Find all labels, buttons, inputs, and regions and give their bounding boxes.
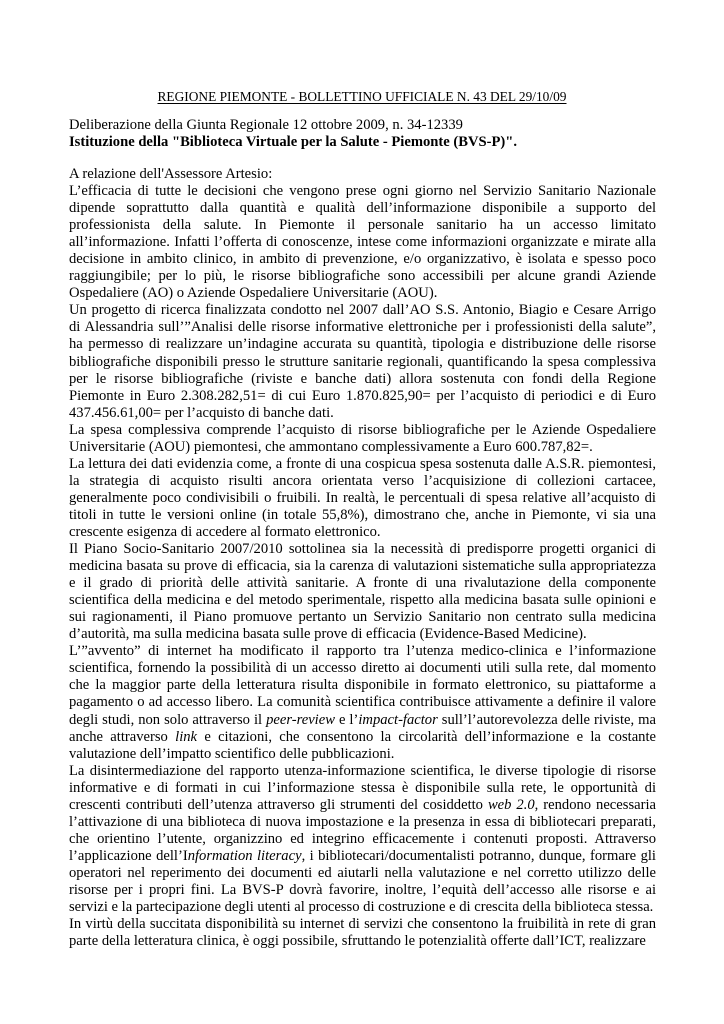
lead-line: A relazione dell'Assessore Artesio:: [69, 166, 273, 182]
term-information-literacy: nformation literacy: [187, 847, 302, 864]
paragraph-2: Un progetto di ricerca finalizzata condotto nel 2007 dall’AO S.S. Antonio, Biagio e Cesare Arrigo di Alessandria sull’”Analisi delle risorse informative elettroniche per i professionisti della salute”, ha permesso di realizzare un’indagine accurata su quantità, tipologia e distribuzione delle risorse bibliografiche disponibili presso le strutture sanitarie regionali, quantificando la spesa complessiva per le risorse bibliografiche (riviste e banche dati) allora sostenuta con fondi della Regione Piemonte in Euro 2.308.282,51= di cui Euro 1.870.825,90= per l’acquisto di periodici e di Euro 437.456.61,00= per l’acquisto di banche dati.: [69, 302, 656, 421]
deliberation-title: Deliberazione della Giunta Regionale 12 ottobre 2009, n. 34-12339: [69, 117, 463, 133]
term-impact-factor: impact-factor: [358, 711, 438, 728]
deliberation-subject: Istituzione della "Biblioteca Virtuale per la Salute - Piemonte (BVS-P)".: [69, 134, 518, 151]
term-peer-review: peer-review: [266, 711, 335, 728]
paragraph-1: L’efficacia di tutte le decisioni che vengono prese ogni giorno nel Servizio Sanitario Nazionale dipende soprattutto dalla quantità e qualità dell’informazione disponibile a supporto del professionista della salute. In Piemonte il personale sanitario ha un accesso limitato all’informazione. Infatti l’offerta di conoscenze, intese come informazioni organizzate e mirate alla decisione in ambito clinico, in ambito di prevenzione, e/o organizzativo, è isolata e spesso poco raggiungibile; per lo più, le risorse bibliografiche sono accessibili per alcune grandi Aziende Ospedaliere (AO) o Aziende Ospedaliere Universitarie (AOU).: [69, 183, 656, 302]
paragraph-7-text-b: , rendono necessaria l’attivazione di una biblioteca di nuova impostazione e la presenza in essa di bibliotecari preparati, che orientino l’utente, organizzino ed integrino efficacemente i contenuti proposti. Attraverso l’applicazione dell’I: [69, 796, 656, 864]
term-link: link: [175, 728, 198, 745]
paragraph-4: La lettura dei dati evidenzia come, a fronte di una cospicua spesa sostenuta dalle A.S.R. piemontesi, la strategia di acquisto risulti ancora orientata verso l’acquisizione di collezioni cartacee, generalmente poco condivisibili o fruibili. In realtà, le percentuali di spesa relative all’acquisto di titoli in tutte le versioni online (in totale 55,8%), dimostrano che, anche in Piemonte, vi sia una crescente esigenza di accedere al formato elettronico.: [69, 455, 656, 540]
document-body: [69, 166, 656, 950]
paragraph-6-text-a: L’”avvento” di internet ha modificato il rapporto tra l’utenza medico-clinica e l’informazione scientifica, fornendo la possibilità di un accesso diretto ai documenti utili sulla rete, dal momento che la maggior parte della letteratura risulta disponibile in formato elettronico, su piattaforme a pagamento o ad accesso libero. La comunità scientifica contribuisce attivamente a definire il valore degli studi, non solo attraverso il: [69, 643, 656, 728]
term-web-2-0: web 2.0: [487, 796, 535, 813]
paragraph-3: La spesa complessiva comprende l’acquisto di risorse bibliografiche per le Aziende Ospedaliere Universitarie (AOU) piemontesi, che ammontano complessivamente a Euro 600.787,82=.: [69, 421, 656, 455]
paragraph-8: In virtù della succitata disponibilità su internet di servizi che consentono la fruibilità in rete di gran parte della letteratura clinica, è oggi possibile, sfruttando le potenzialità offerte dall’ICT, realizzare: [69, 916, 656, 950]
paragraph-7: [69, 763, 656, 916]
paragraph-6-text-d: e citazioni, che consentono la circolarità dell’informazione e la costante valutazione dell’impatto scientifico delle pubblicazioni.: [69, 728, 657, 762]
paragraph-7-text-a: La disintermediazione del rapporto utenza-informazione scientifica, le diverse tipologie di risorse informative e di formati in cui l’informazione stessa è disponibile sulla rete, le opportunità di crescenti contributi dell’utenza attraverso gli strumenti del cosiddetto: [69, 762, 656, 813]
title-block: [69, 117, 659, 151]
bulletin-header: REGIONE PIEMONTE - BOLLETTINO UFFICIALE N. 43 DEL 29/10/09: [157, 89, 567, 104]
paragraph-6-text-b: e l’: [334, 711, 359, 728]
paragraph-7-text-c: , i bibliotecari/documentalisti potranno, dunque, formare gli operatori nel reperimento dei documenti ed aiutarli nella valutazione e nel corretto utilizzo delle risorse per i propri fini. La BVS-P dovrà favorire, inoltre, l’equità dell’accesso alle risorse e ai servizi e la partecipazione degli utenti al processo di costruzione e di crescita della biblioteca stessa.: [69, 847, 656, 916]
paragraph-6-text-c: sull’l’autorevolezza delle riviste, ma anche attraverso: [69, 711, 656, 745]
paragraph-5: Il Piano Socio-Sanitario 2007/2010 sottolinea sia la necessità di predisporre progetti organici di medicina basata su prove di efficacia, sia la carenza di valutazioni sistematiche sulla appropriatezza e il grado di priorità delle attività sanitarie. A fronte di una rivalutazione della componente scientifica della medicina e del metodo sperimentale, rispetto alla medicina basata sulle opinioni e sui ragionamenti, il Piano promuove pertanto un Servizio Sanitario non centrato sulla medicina d’autorità, ma sulla medicina basata sulle prove di efficacia (Evidence-Based Medicine).: [69, 541, 656, 643]
paragraph-6: [69, 643, 656, 762]
